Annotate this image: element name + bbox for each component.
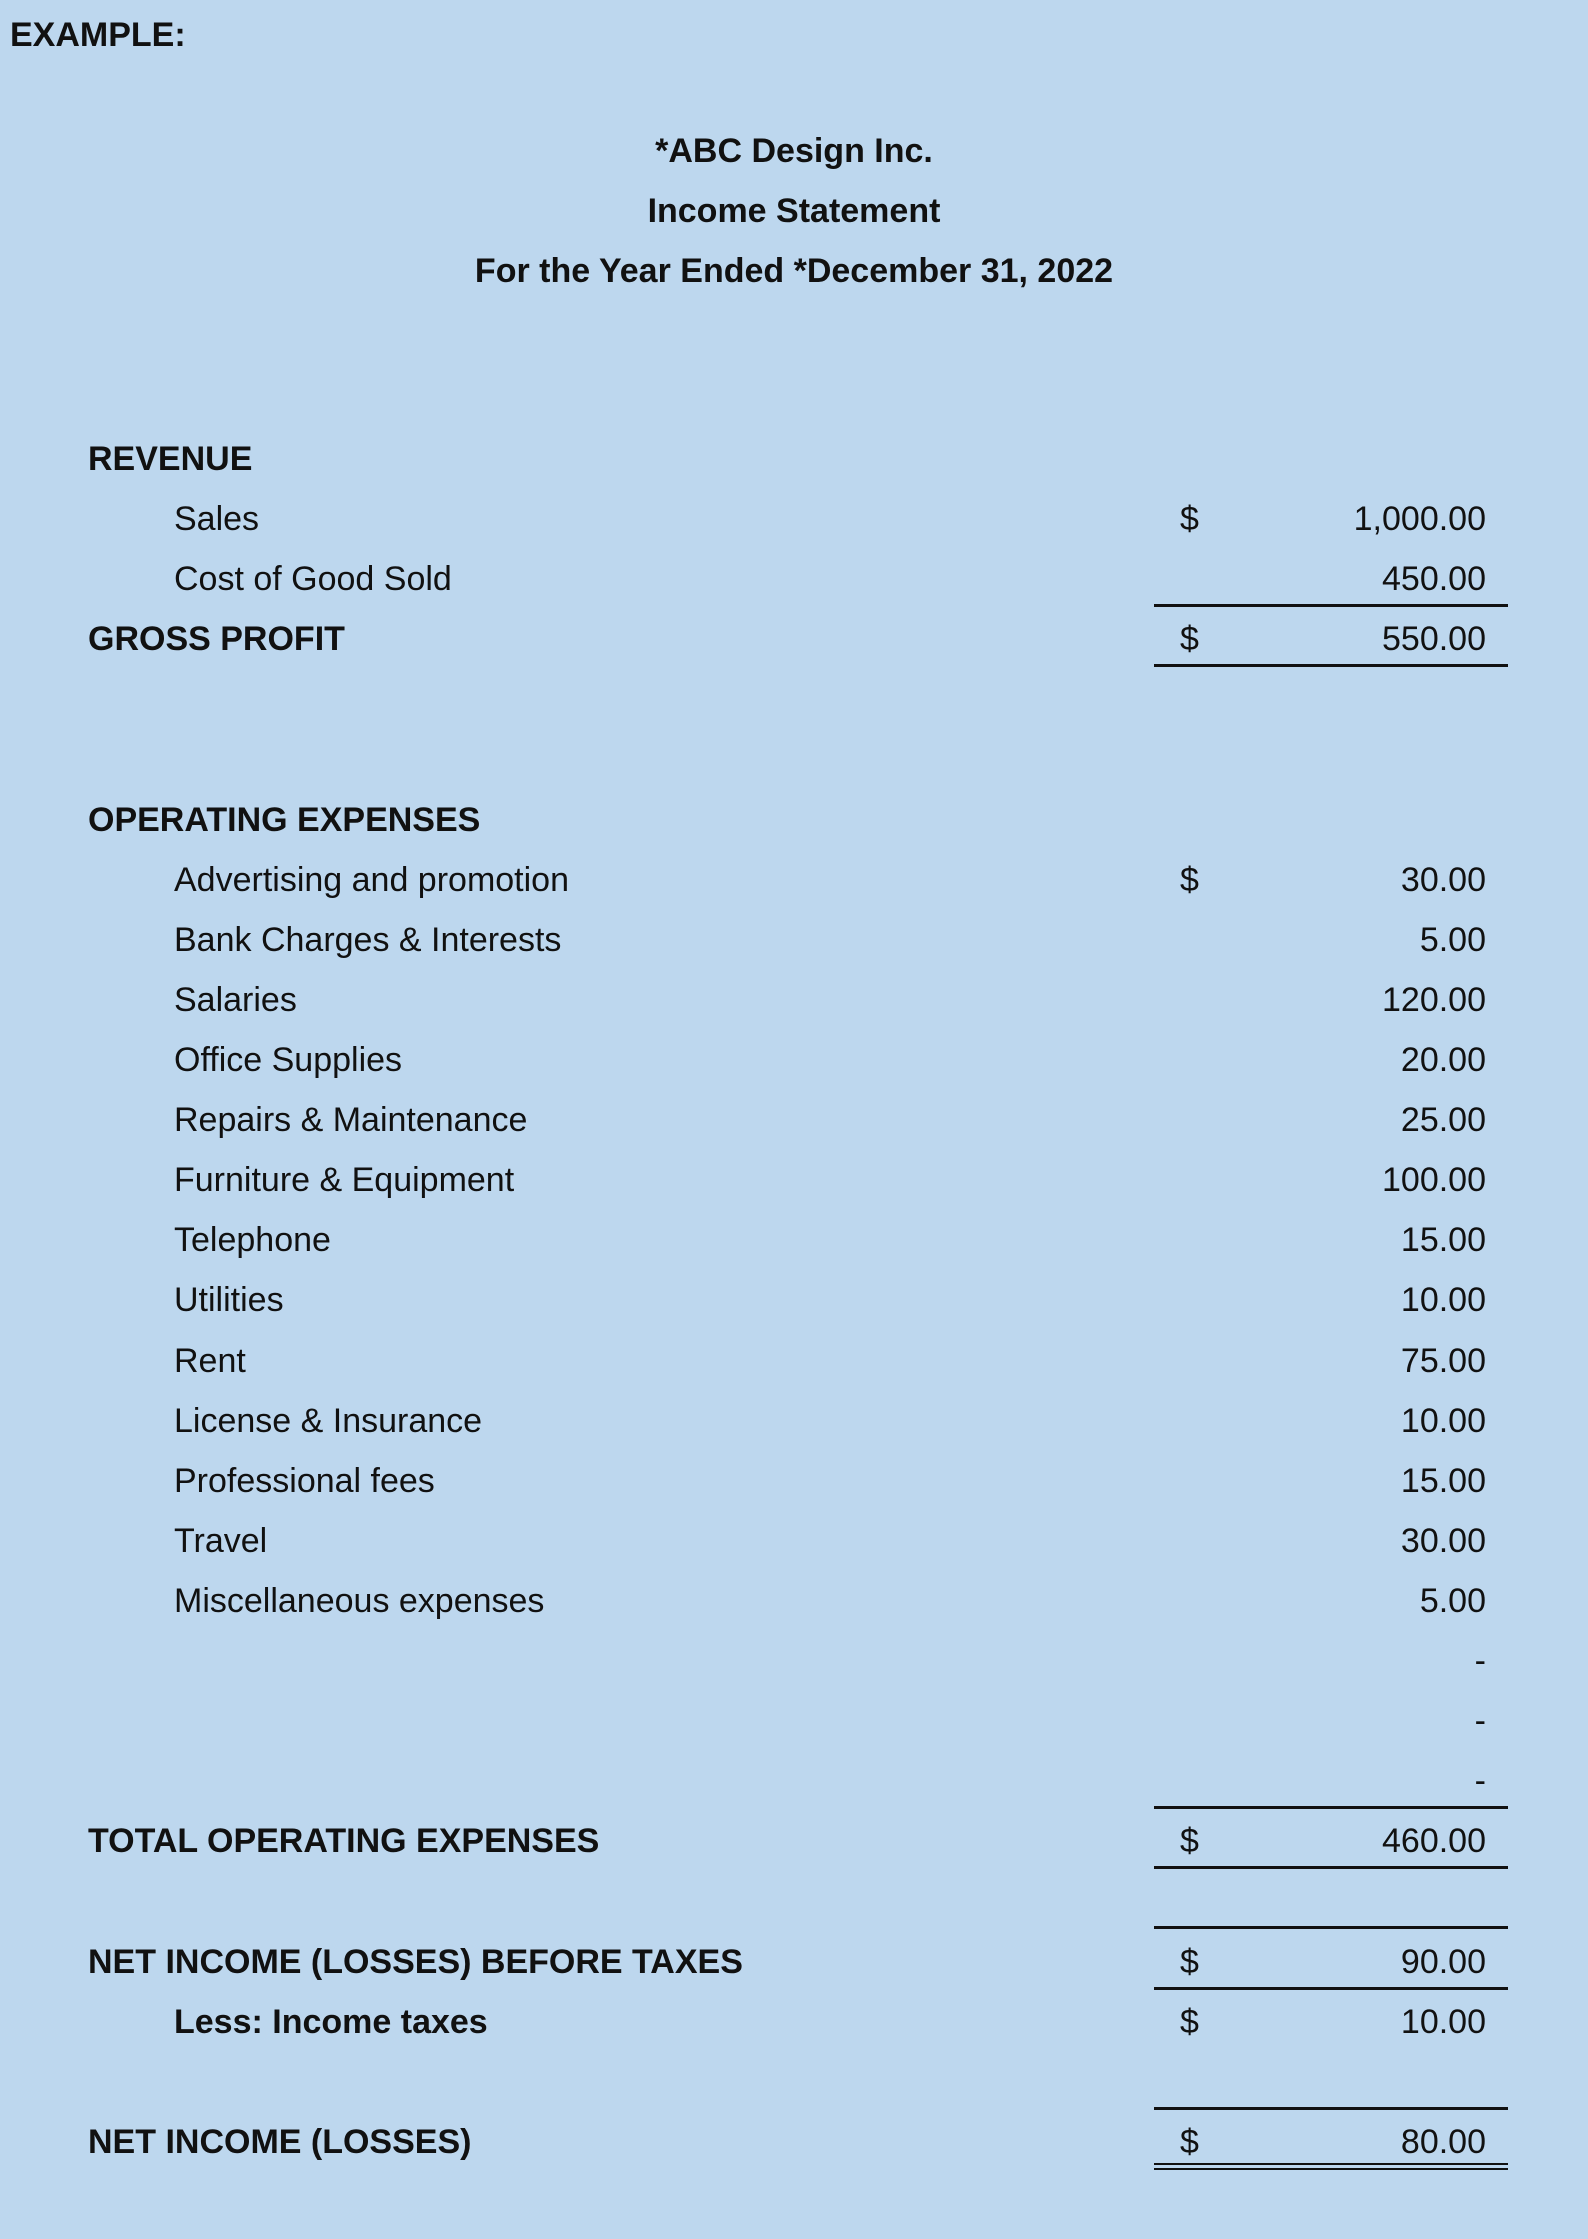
row-label: NET INCOME (LOSSES) BEFORE TAXES [88,1942,743,1981]
statement-row [0,607,1588,667]
statement-row [0,1869,1588,1929]
amount-cell [1154,728,1508,788]
amount-cell [1154,1629,1508,1689]
statement-row [0,1389,1588,1449]
row-label: Office Supplies [174,1041,403,1079]
amount-cell [1154,487,1508,547]
amount-cell [1154,1208,1508,1268]
amount-cell [1154,1869,1508,1929]
row-label: Utilities [174,1281,284,1320]
amount-cell [1154,908,1508,968]
amount-cell [1154,2050,1508,2110]
amount-cell [1154,1329,1508,1389]
amount-cell [1154,1990,1508,2050]
statement-row [0,547,1588,607]
statement-row [0,908,1588,968]
statement-row [0,1689,1588,1749]
amount-cell [1154,848,1508,908]
statement-row [0,1509,1588,1569]
statement-row [0,968,1588,1028]
currency-symbol: $ [1180,620,1199,659]
amount-cell [1154,1930,1508,1990]
row-label: Sales [174,500,260,539]
statement-row [0,1990,1588,2050]
row-label: License & Insurance [174,1401,483,1440]
amount-value: 30.00 [1400,1521,1486,1560]
amount-value: 10.00 [1400,1281,1486,1320]
amount-cell [1154,1809,1508,1869]
statement-row [0,1208,1588,1268]
statement-row [0,2050,1588,2110]
amount-value: 450.00 [1382,560,1486,599]
row-label: Salaries [174,980,297,1019]
amount-cell [1154,2110,1508,2170]
amount-cell [1154,1268,1508,1328]
amount-value: - [1474,1702,1486,1741]
row-label: Rent [174,1341,246,1380]
amount-cell [1154,607,1508,667]
row-label: Bank Charges & Interests [174,920,562,959]
statement-row [0,1268,1588,1328]
amount-cell [1154,1749,1508,1809]
statement-row [0,1329,1588,1389]
amount-value: - [1474,1762,1486,1801]
amount-value: 5.00 [1419,1581,1486,1620]
amount-cell [1154,427,1508,487]
amount-value: 120.00 [1382,980,1486,1019]
statement-row [0,1629,1588,1689]
currency-symbol: $ [1180,860,1199,899]
statement-row [0,1088,1588,1148]
row-label: Repairs & Maintenance [174,1101,528,1140]
amount-value: 25.00 [1400,1101,1486,1140]
amount-cell [1154,788,1508,848]
currency-symbol: $ [1180,1942,1199,1981]
statement-row [0,1569,1588,1629]
row-label: Miscellaneous expenses [174,1581,545,1620]
amount-cell [1154,1088,1508,1148]
amount-value: 1,000.00 [1353,500,1486,539]
company-name: *ABC Design Inc. [655,132,933,170]
row-label: NET INCOME (LOSSES) [88,2122,472,2161]
statement-row [0,1449,1588,1509]
statement-row [0,1930,1588,1990]
statement-row [0,1148,1588,1208]
amount-cell [1154,667,1508,727]
amount-cell [1154,1509,1508,1569]
row-label: Advertising and promotion [174,860,570,899]
amount-value: 15.00 [1400,1461,1486,1500]
statement-row [0,1028,1588,1088]
statement-row [0,2110,1588,2170]
row-label: REVENUE [88,440,253,478]
row-label: Travel [174,1521,268,1560]
row-label: GROSS PROFIT [88,620,345,659]
amount-value: 10.00 [1400,2002,1486,2041]
row-label: TOTAL OPERATING EXPENSES [88,1822,600,1861]
statement-row [0,848,1588,908]
amount-cell [1154,1689,1508,1749]
statement-period: For the Year Ended *December 31, 2022 [474,252,1114,290]
statement-row [0,788,1588,848]
statement-row [0,487,1588,547]
amount-cell [1154,1028,1508,1088]
statement-row [0,1749,1588,1809]
amount-cell [1154,968,1508,1028]
amount-value: - [1474,1642,1486,1680]
row-label: Telephone [174,1221,331,1260]
statement-row [0,667,1588,727]
amount-value: 75.00 [1400,1341,1486,1380]
amount-value: 20.00 [1400,1041,1486,1079]
amount-value: 460.00 [1382,1822,1486,1861]
currency-symbol: $ [1180,1822,1199,1861]
statement-row [0,1809,1588,1869]
amount-cell [1154,1569,1508,1629]
statement-row [0,427,1588,487]
amount-cell [1154,547,1508,607]
row-label: Professional fees [174,1461,435,1500]
row-label: Less: Income taxes [174,2002,488,2041]
row-label: Cost of Good Sold [174,560,452,599]
currency-symbol: $ [1180,500,1199,539]
example-label: EXAMPLE: [10,16,186,54]
amount-value: 10.00 [1400,1401,1486,1440]
amount-value: 100.00 [1382,1161,1486,1200]
currency-symbol: $ [1180,2122,1199,2161]
amount-value: 15.00 [1400,1221,1486,1260]
statement-row [0,728,1588,788]
statement-title: Income Statement [647,192,941,230]
amount-value: 80.00 [1400,2122,1486,2161]
amount-value: 5.00 [1419,920,1486,959]
row-label: OPERATING EXPENSES [88,800,481,839]
amount-value: 30.00 [1400,860,1486,899]
row-label: Furniture & Equipment [174,1161,515,1200]
amount-cell [1154,1148,1508,1208]
amount-cell [1154,1449,1508,1509]
amount-cell [1154,1389,1508,1449]
amount-value: 90.00 [1400,1942,1486,1981]
currency-symbol: $ [1180,2002,1199,2041]
amount-value: 550.00 [1382,620,1486,659]
